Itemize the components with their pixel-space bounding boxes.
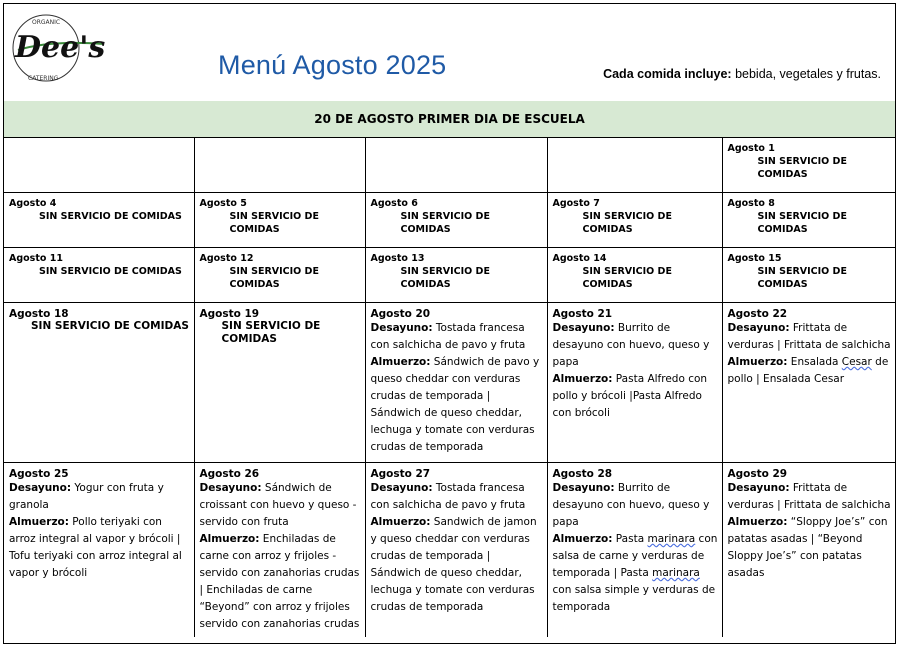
day-label: Agosto 6 <box>370 198 418 209</box>
day-cell <box>4 303 194 463</box>
no-service-text: SIN SERVICIO DE COMIDAS <box>229 211 319 235</box>
breakfast-item: Desayuno: Burrito de desayuno con huevo, queso y papa <box>552 482 710 528</box>
day-cell <box>722 463 895 638</box>
first-day-banner: 20 DE AGOSTO PRIMER DIA DE ESCUELA <box>4 101 895 138</box>
includes-label: Cada comida incluye: <box>603 67 732 81</box>
breakfast-item: Desayuno: Tostada francesa con salchicha de pavo y fruta <box>370 322 526 351</box>
empty-cell <box>365 138 547 193</box>
day-cell <box>547 463 722 638</box>
breakfast-item: Desayuno: Frittata de verduras | Frittata de salchicha <box>727 482 891 511</box>
day-cell <box>194 463 365 638</box>
day-label: Agosto 18 <box>9 308 69 320</box>
day-label: Agosto 27 <box>370 468 431 480</box>
day-label: Agosto 15 <box>727 253 782 264</box>
empty-cell <box>194 138 365 193</box>
day-cell <box>722 138 895 193</box>
day-label: Agosto 4 <box>9 198 57 209</box>
breakfast-item: Desayuno: Frittata de verduras | Frittata de salchicha <box>727 322 891 351</box>
day-label: Agosto 21 <box>552 308 613 320</box>
day-cell <box>194 303 365 463</box>
dees-logo <box>10 10 106 86</box>
day-label: Agosto 25 <box>9 468 69 480</box>
day-label: Agosto 11 <box>9 253 63 264</box>
no-service-text: SIN SERVICIO DE COMIDAS <box>221 320 321 345</box>
week-row <box>4 193 895 248</box>
day-cell <box>365 463 547 638</box>
day-label: Agosto 29 <box>727 468 788 480</box>
empty-cell <box>4 138 194 193</box>
lunch-item: Almuerzo: Pasta Alfredo con pollo y brócoli |Pasta Alfredo con brócoli <box>552 373 708 419</box>
day-cell <box>365 193 547 248</box>
day-label: Agosto 5 <box>199 198 247 209</box>
day-label: Agosto 22 <box>727 308 788 320</box>
no-service-text: SIN SERVICIO DE COMIDAS <box>757 211 847 235</box>
day-label: Agosto 12 <box>199 253 254 264</box>
day-label: Agosto 14 <box>552 253 607 264</box>
no-service-text: SIN SERVICIO DE COMIDAS <box>400 211 490 235</box>
no-service-text: SIN SERVICIO DE COMIDAS <box>757 156 847 180</box>
week-row <box>4 463 895 638</box>
empty-cell <box>547 138 722 193</box>
day-label: Agosto 8 <box>727 198 775 209</box>
day-cell <box>4 193 194 248</box>
week-row <box>4 138 895 193</box>
menu-calendar <box>4 138 895 637</box>
logo-ring-top: ORGANIC <box>32 19 61 26</box>
logo-ring-bottom: CATERING <box>28 75 59 82</box>
day-cell <box>547 193 722 248</box>
no-service-text: SIN SERVICIO DE COMIDAS <box>582 211 672 235</box>
lunch-item: Almuerzo: Sandwich de jamon y queso cheddar con verduras crudas de temporada | Sándwich de queso cheddar, lechuga y tomate con verduras crudas de temporada <box>370 516 537 613</box>
day-cell <box>4 463 194 638</box>
day-cell <box>722 248 895 303</box>
day-cell <box>365 248 547 303</box>
week-row <box>4 248 895 303</box>
day-label: Agosto 19 <box>199 308 260 320</box>
lunch-item: Almuerzo: “Sloppy Joe’s” con patatas asadas | “Beyond Sloppy Joe’s” con patatas asadas <box>727 516 888 579</box>
no-service-text: SIN SERVICIO DE COMIDAS <box>582 266 672 290</box>
lunch-item: Almuerzo: Pollo teriyaki con arroz integral al vapor y brócoli | Tofu teriyaki con arroz integral al vapor y brócoli <box>9 516 182 579</box>
lunch-item: Almuerzo: Ensalada Cesar de pollo | Ensalada Cesar <box>727 356 889 385</box>
breakfast-item: Desayuno: Tostada francesa con salchicha de pavo y fruta <box>370 482 526 511</box>
day-label: Agosto 28 <box>552 468 613 480</box>
day-label: Agosto 7 <box>552 198 600 209</box>
breakfast-item: Desayuno: Burrito de desayuno con huevo, queso y papa <box>552 322 710 368</box>
no-service-text: SIN SERVICIO DE COMIDAS <box>229 266 319 290</box>
day-cell <box>365 303 547 463</box>
breakfast-item: Desayuno: Yogur con fruta y granola <box>9 482 164 511</box>
breakfast-item: Desayuno: Sándwich de croissant con huevo y queso - servido con fruta <box>199 482 357 528</box>
day-cell <box>722 303 895 463</box>
no-service-text: SIN SERVICIO DE COMIDAS <box>39 266 182 277</box>
day-label: Agosto 13 <box>370 253 425 264</box>
day-cell <box>4 248 194 303</box>
no-service-text: SIN SERVICIO DE COMIDAS <box>400 266 490 290</box>
no-service-text: SIN SERVICIO DE COMIDAS <box>31 320 189 332</box>
week-row <box>4 303 895 463</box>
lunch-item: Almuerzo: Sándwich de pavo y queso cheddar con verduras crudas de temporada | Sándwich de queso cheddar, lechuga y tomate con verduras crudas de temporada <box>370 356 540 453</box>
day-cell <box>194 248 365 303</box>
day-cell <box>547 303 722 463</box>
page-title: Menú Agosto 2025 <box>218 50 447 80</box>
day-label: Agosto 20 <box>370 308 431 320</box>
day-label: Agosto 1 <box>727 143 775 154</box>
no-service-text: SIN SERVICIO DE COMIDAS <box>39 211 182 222</box>
header <box>4 4 895 102</box>
no-service-text: SIN SERVICIO DE COMIDAS <box>757 266 847 290</box>
lunch-item: Almuerzo: Enchiladas de carne con arroz y frijoles - servido con zanahorias crudas | Enchiladas de carne “Beyond” con arroz y frijoles servido con zanahorias crudas <box>199 533 360 630</box>
day-cell <box>547 248 722 303</box>
lunch-item: Almuerzo: Pasta marinara con salsa de carne y verduras de temporada | Pasta marinara con salsa simple y verduras de temporada <box>552 533 718 613</box>
includes-note <box>603 67 881 81</box>
day-cell <box>194 193 365 248</box>
menu-page <box>3 3 896 644</box>
includes-value: bebida, vegetales y frutas. <box>731 67 881 81</box>
logo-wordmark: Dee's <box>15 30 106 65</box>
day-cell <box>722 193 895 248</box>
day-label: Agosto 26 <box>199 468 260 480</box>
